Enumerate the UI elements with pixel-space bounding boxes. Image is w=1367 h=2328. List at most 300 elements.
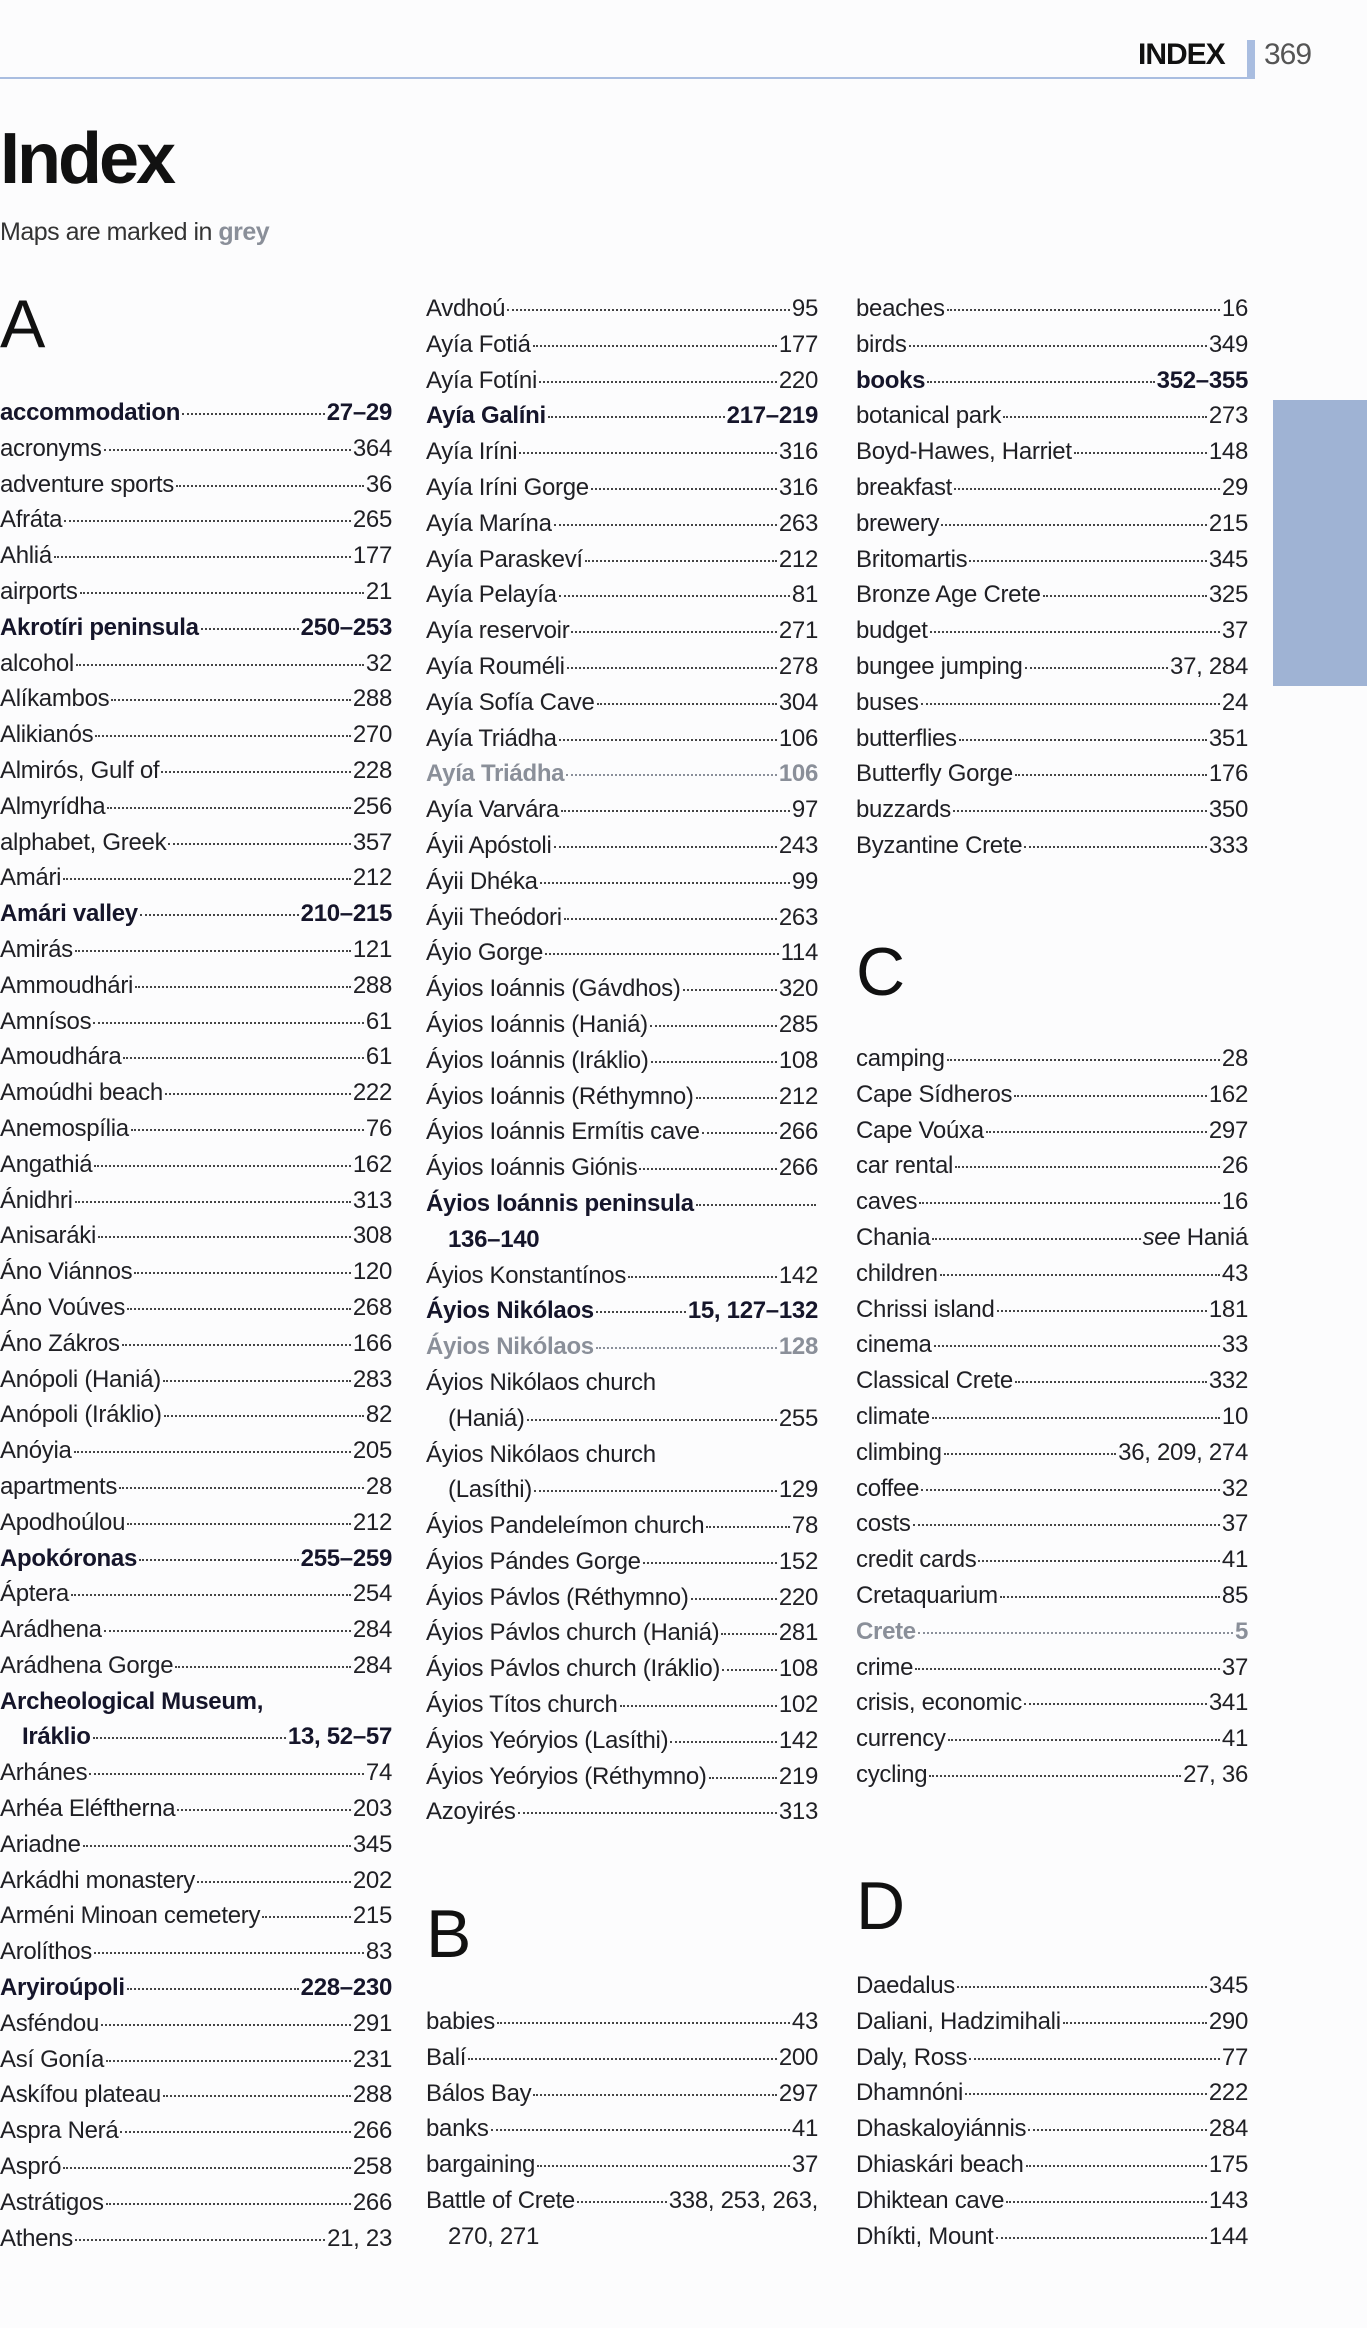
- dot-leader: [127, 1523, 351, 1525]
- index-entry-line: [426, 653, 818, 689]
- entry-term: children: [856, 1259, 938, 1287]
- entry-term: Ayía Marína: [426, 509, 552, 537]
- index-entry-line: [426, 975, 818, 1011]
- index-entry-line: [0, 900, 392, 936]
- dot-leader: [94, 1165, 350, 1167]
- index-entry-line: [856, 402, 1248, 438]
- dot-leader: [75, 2239, 325, 2241]
- index-entry-line: [0, 829, 392, 865]
- header-rule: [0, 77, 1255, 79]
- dot-leader: [559, 595, 790, 597]
- dot-leader: [955, 1166, 1220, 1168]
- entry-term: Áyios Nikólaos: [426, 1333, 594, 1361]
- index-entry-line: [426, 1405, 818, 1441]
- entry-term: buses: [856, 688, 919, 716]
- dot-leader: [954, 488, 1220, 490]
- dot-leader: [537, 2165, 790, 2167]
- entry-term: apartments: [0, 1472, 118, 1500]
- index-entry-line: [0, 399, 392, 435]
- entry-pages: 13, 52–57: [287, 1723, 392, 1751]
- dot-leader: [127, 1988, 299, 1990]
- entry-pages: 143: [1208, 2186, 1248, 2214]
- entry-pages: 291: [352, 2009, 392, 2037]
- entry-term: Arádhena Gorge: [0, 1651, 174, 1679]
- index-entry-line: [0, 757, 392, 793]
- entry-pages: 10: [1221, 1402, 1248, 1430]
- entry-term: Áyii Apóstoli: [426, 831, 552, 859]
- entry-pages: 243: [778, 831, 818, 859]
- dot-leader: [921, 1489, 1220, 1491]
- dot-leader: [1000, 1596, 1220, 1598]
- entry-pages: 37: [1221, 1510, 1248, 1538]
- dot-leader: [559, 739, 777, 741]
- index-entry-line: [0, 2225, 392, 2261]
- index-entry-line: [0, 506, 392, 542]
- entry-term: Aryiroúpoli: [0, 1974, 125, 2002]
- entry-term: Almyrídha: [0, 792, 106, 820]
- entry-term: Asféndou: [0, 2009, 100, 2037]
- entry-pages: 99: [791, 867, 818, 895]
- index-entry-line: [426, 1763, 818, 1799]
- dot-leader: [74, 1451, 351, 1453]
- entry-pages: 212: [778, 545, 818, 573]
- entry-pages: 220: [778, 366, 818, 394]
- index-entry-line: [856, 1582, 1248, 1618]
- entry-pages: 215: [352, 1902, 392, 1930]
- entry-term: buzzards: [856, 796, 951, 824]
- entry-pages: 345: [1208, 1972, 1248, 1999]
- dot-leader: [533, 2094, 776, 2096]
- dot-leader: [947, 1059, 1220, 1061]
- entry-term: Ayía Fotiá: [426, 330, 531, 358]
- dot-leader: [95, 735, 350, 737]
- entry-term: Arádhena: [0, 1616, 102, 1644]
- entry-term: Amoúdhi beach: [0, 1079, 163, 1107]
- index-entry-line: [856, 2223, 1248, 2259]
- entry-pages: 27, 36: [1183, 1760, 1248, 1788]
- entry-pages: 81: [791, 581, 818, 609]
- dot-leader: [1028, 2129, 1207, 2131]
- dot-leader: [104, 449, 351, 451]
- index-entry-line: [426, 474, 818, 510]
- dot-leader: [175, 1666, 351, 1668]
- entry-pages: 215: [1208, 509, 1248, 537]
- entry-term: Áyios Ioánnis (Iráklio): [426, 1046, 649, 1074]
- index-entry-line: [0, 864, 392, 900]
- entry-term: Aspró: [0, 2153, 62, 2181]
- header-divider: [1247, 40, 1255, 78]
- entry-term: Áyios Pávlos church (Haniá): [426, 1619, 720, 1647]
- entry-term: Anisaráki: [0, 1222, 97, 1250]
- entry-pages: 176: [1208, 760, 1248, 788]
- index-entry-line: [856, 1045, 1248, 1081]
- dot-leader: [620, 1705, 777, 1707]
- dot-leader: [104, 1630, 351, 1632]
- entry-pages: 364: [352, 434, 392, 462]
- index-entry-line: [426, 2115, 818, 2151]
- entry-pages: 114: [780, 939, 818, 967]
- dot-leader: [75, 1201, 351, 1203]
- entry-term: Crete: [856, 1617, 916, 1645]
- entry-pages: 256: [352, 792, 392, 820]
- entry-pages: 297: [1208, 1116, 1248, 1144]
- dot-leader: [691, 1598, 777, 1600]
- index-entry-line: [426, 1619, 818, 1655]
- entry-term: Ayía Pelayía: [426, 581, 557, 609]
- dot-leader: [76, 664, 364, 666]
- dot-leader: [176, 485, 364, 487]
- index-entry-line: [0, 1867, 392, 1903]
- dot-leader: [491, 2129, 790, 2131]
- dot-leader: [63, 878, 351, 880]
- index-entry-line: [0, 685, 392, 721]
- dot-leader: [161, 771, 351, 773]
- index-entry-line: [0, 1473, 392, 1509]
- index-entry-line: [0, 471, 392, 507]
- entry-term: Áyios Ioánnis peninsula: [426, 1189, 694, 1217]
- entry-term: Ayía Sofía Cave: [426, 688, 595, 716]
- entry-term: Daliani, Hadzimihali: [856, 2007, 1061, 2035]
- index-entry-line: [426, 689, 818, 725]
- index-entry-line: [0, 542, 392, 578]
- entry-pages: 97: [791, 796, 818, 824]
- entry-term: adventure sports: [0, 470, 174, 498]
- entry-term: Ahliá: [0, 542, 52, 570]
- entry-pages: 341: [1208, 1689, 1248, 1717]
- index-entry-line: [0, 2081, 392, 2117]
- index-entry-line: [856, 367, 1248, 403]
- thumb-index-tab: [1273, 400, 1367, 686]
- entry-pages: 37: [1221, 617, 1248, 645]
- entry-term: alphabet, Greek: [0, 828, 167, 856]
- index-entry-line: [856, 1367, 1248, 1403]
- entry-pages: 41: [791, 2115, 818, 2143]
- index-entry-line: [0, 1652, 392, 1688]
- dot-leader: [721, 1633, 776, 1635]
- dot-leader: [567, 667, 777, 669]
- index-entry-line: [426, 510, 818, 546]
- entry-term: Áyios Pandeleímon church: [426, 1512, 705, 1540]
- entry-pages: 152: [778, 1547, 818, 1575]
- letter-heading-c: C: [856, 934, 906, 1010]
- index-entry-line: [856, 1296, 1248, 1332]
- entry-term: Áyios Nikólaos church: [426, 1368, 656, 1396]
- index-entry-line: [426, 367, 818, 403]
- dot-leader: [986, 1131, 1207, 1133]
- dot-leader: [135, 986, 351, 988]
- index-entry-line: [0, 1759, 392, 1795]
- entry-pages: 308: [352, 1222, 392, 1250]
- index-entry-line: [856, 796, 1248, 832]
- entry-term: accommodation: [0, 399, 181, 426]
- dot-leader: [140, 914, 299, 916]
- entry-term: car rental: [856, 1152, 954, 1180]
- dot-leader: [201, 628, 299, 630]
- entry-term: Chrissi island: [856, 1295, 995, 1323]
- entry-term: airports: [0, 577, 78, 605]
- dot-leader: [1026, 2165, 1207, 2167]
- entry-pages: 263: [778, 903, 818, 931]
- index-entry-line: [426, 796, 818, 832]
- entry-term: Dhiaskári beach: [856, 2150, 1024, 2178]
- dot-leader: [468, 2058, 777, 2060]
- entry-pages: 166: [352, 1329, 392, 1357]
- dot-leader: [959, 739, 1207, 741]
- entry-term: Dhíkti, Mount: [856, 2222, 994, 2250]
- entry-pages: 106: [778, 724, 818, 752]
- entry-term: Amirás: [0, 935, 73, 963]
- entry-pages: 222: [1208, 2079, 1248, 2107]
- index-entry-line: [0, 2117, 392, 2153]
- entry-pages: 120: [352, 1258, 392, 1286]
- entry-pages: 15, 127–132: [687, 1297, 818, 1325]
- index-entry-line: [0, 1938, 392, 1974]
- dot-leader: [518, 1812, 777, 1814]
- dot-leader: [120, 2131, 350, 2133]
- entry-pages: 128: [778, 1333, 818, 1361]
- index-entry-line: [426, 2151, 818, 2187]
- index-entry-line: [856, 331, 1248, 367]
- entry-term: Áptera: [0, 1580, 69, 1608]
- index-entry-line: [426, 2080, 818, 2116]
- dot-leader: [1024, 846, 1207, 848]
- index-entry-line: [0, 1437, 392, 1473]
- index-entry-line: [426, 581, 818, 617]
- entry-pages: 203: [352, 1795, 392, 1823]
- entry-pages: 41: [1221, 1546, 1248, 1574]
- index-entry-line: [426, 546, 818, 582]
- entry-term: Angathiá: [0, 1150, 93, 1178]
- entry-term: cinema: [856, 1331, 932, 1359]
- entry-pages: 5: [1234, 1617, 1248, 1645]
- dot-leader: [539, 381, 777, 383]
- entry-pages: 177: [352, 542, 392, 570]
- entry-term: Butterfly Gorge: [856, 760, 1013, 788]
- index-entry-line: [426, 438, 818, 474]
- entry-pages: 177: [778, 330, 818, 358]
- entry-term: Daly, Ross: [856, 2043, 968, 2071]
- index-entry-line: [0, 1831, 392, 1867]
- entry-pages: 162: [1208, 1080, 1248, 1108]
- entry-term: Ayía Varvára: [426, 796, 559, 824]
- index-entry-line: [0, 1151, 392, 1187]
- index-entry-line: [426, 1118, 818, 1154]
- subtitle: [0, 218, 269, 247]
- dot-leader: [63, 2167, 351, 2169]
- index-entry-line: [0, 1401, 392, 1437]
- entry-term: Avdhoú: [426, 295, 506, 322]
- entry-term: crime: [856, 1653, 914, 1681]
- entry-pages: 28: [365, 1472, 392, 1500]
- entry-pages: 21, 23: [327, 2224, 392, 2252]
- dot-leader: [134, 1272, 350, 1274]
- index-entry-line: [856, 2008, 1248, 2044]
- index-entry-line: [856, 2151, 1248, 2187]
- entry-pages: 351: [1208, 724, 1248, 752]
- entry-term: Balí: [426, 2043, 467, 2071]
- index-entry-line: [0, 1723, 392, 1759]
- entry-pages: 285: [778, 1010, 818, 1038]
- entry-term: Boyd-Hawes, Harriet: [856, 438, 1072, 466]
- entry-term: botanical park: [856, 402, 1002, 430]
- entry-term: Cape Sídheros: [856, 1080, 1013, 1108]
- entry-term: Arkádhi monastery: [0, 1866, 195, 1894]
- dot-leader: [64, 520, 351, 522]
- entry-term: Afráta: [0, 506, 63, 534]
- entry-term: Áyios Ioánnis (Gávdhos): [426, 975, 681, 1003]
- index-column-2-b: [426, 2008, 818, 2259]
- dot-leader: [163, 1380, 351, 1382]
- index-entry-line: [426, 1047, 818, 1083]
- dot-leader: [119, 1487, 364, 1489]
- index-entry-line: [856, 2115, 1248, 2151]
- index-entry-line: [0, 2046, 392, 2082]
- entry-pages: 338, 253, 263,: [668, 2186, 818, 2214]
- index-entry-line: [856, 1618, 1248, 1654]
- entry-pages: 28: [1221, 1045, 1248, 1072]
- index-entry-line: [0, 1902, 392, 1938]
- index-entry-line: [426, 1548, 818, 1584]
- see-reference: see: [1142, 1223, 1181, 1251]
- dot-leader: [913, 1524, 1220, 1526]
- entry-pages: 95: [791, 295, 818, 322]
- entry-pages: 37, 284: [1170, 652, 1248, 680]
- entry-term: Anópoli (Iráklio): [0, 1401, 162, 1429]
- dot-leader: [932, 1238, 1140, 1240]
- index-entry-line: [426, 832, 818, 868]
- index-entry-line: [0, 1043, 392, 1079]
- index-entry-line: [856, 1188, 1248, 1224]
- dot-leader: [1015, 1381, 1207, 1383]
- entry-pages: 85: [1221, 1581, 1248, 1609]
- dot-leader: [566, 774, 777, 776]
- dot-leader: [54, 556, 351, 558]
- index-entry-line: [426, 1011, 818, 1047]
- entry-pages: 106: [778, 760, 818, 788]
- entry-pages: 228–230: [300, 1974, 392, 2002]
- entry-pages: 219: [778, 1762, 818, 1790]
- index-entry-line: [0, 1008, 392, 1044]
- dot-leader: [131, 1129, 364, 1131]
- entry-term: Áyios Yeóryios (Lasíthi): [426, 1726, 669, 1754]
- index-entry-line: [0, 2153, 392, 2189]
- entry-pages: 144: [1208, 2222, 1248, 2250]
- entry-pages: 33: [1221, 1331, 1248, 1359]
- index-entry-line: [856, 1331, 1248, 1367]
- entry-term: Amári: [0, 864, 62, 892]
- entry-pages: 121: [352, 935, 392, 963]
- entry-term: Battle of Crete: [426, 2186, 575, 2214]
- letter-heading-d: D: [856, 1868, 906, 1944]
- index-entry-line: [856, 581, 1248, 617]
- index-entry-line: [856, 1761, 1248, 1797]
- dot-leader: [554, 846, 777, 848]
- entry-pages: 284: [352, 1616, 392, 1644]
- entry-pages: 266: [778, 1118, 818, 1146]
- entry-term: Ánidhri: [0, 1186, 73, 1214]
- entry-pages: 162: [352, 1150, 392, 1178]
- dot-leader: [709, 1777, 777, 1779]
- entry-pages: 284: [352, 1651, 392, 1679]
- dot-leader: [918, 1632, 1233, 1634]
- dot-leader: [497, 2022, 790, 2024]
- entry-term: Ayía Triádha: [426, 724, 557, 752]
- entry-term: Amári valley: [0, 900, 138, 928]
- index-entry-line: [856, 653, 1248, 689]
- entry-pages: 316: [778, 438, 818, 466]
- entry-term: banks: [426, 2115, 489, 2143]
- index-entry-line: [426, 1798, 818, 1834]
- entry-pages: 263: [778, 509, 818, 537]
- entry-pages: 205: [352, 1437, 392, 1465]
- index-entry-line: [856, 1081, 1248, 1117]
- entry-term: Apokóronas: [0, 1544, 138, 1572]
- entry-pages: 278: [778, 652, 818, 680]
- index-entry-line: [856, 760, 1248, 796]
- dot-leader: [596, 1347, 777, 1349]
- index-entry-line: [426, 725, 818, 761]
- index-entry-line: [856, 510, 1248, 546]
- entry-pages-continued: 270, 271: [448, 2222, 540, 2250]
- dot-leader: [909, 345, 1207, 347]
- entry-term: Apodhoúlou: [0, 1508, 126, 1536]
- entry-term: Áyios Konstantínos: [426, 1261, 627, 1289]
- dot-leader: [706, 1526, 790, 1528]
- entry-pages: 32: [1221, 1474, 1248, 1502]
- dot-leader: [978, 1560, 1219, 1562]
- index-entry-line: [426, 295, 818, 331]
- dot-leader: [89, 1773, 364, 1775]
- index-entry-line: [856, 2044, 1248, 2080]
- dot-leader: [139, 1559, 299, 1561]
- dot-leader: [969, 2058, 1220, 2060]
- entry-term: Bálos Bay: [426, 2079, 532, 2107]
- page-number: 369: [1264, 38, 1312, 71]
- dot-leader: [101, 2024, 351, 2026]
- dot-leader: [650, 1025, 777, 1027]
- entry-pages: 142: [778, 1261, 818, 1289]
- index-entry-line: [426, 402, 818, 438]
- entry-pages: 316: [778, 473, 818, 501]
- entry-term-continued: (Lasíthi): [448, 1476, 532, 1504]
- entry-term: budget: [856, 617, 928, 645]
- entry-term: Áyios Pándes Gorge: [426, 1547, 641, 1575]
- entry-term: Áyios Nikólaos church: [426, 1440, 656, 1468]
- index-entry-line: [426, 1297, 818, 1333]
- index-entry-line: [856, 1260, 1248, 1296]
- index-entry-line: [0, 1222, 392, 1258]
- entry-pages: 222: [352, 1079, 392, 1107]
- dot-leader: [164, 1415, 364, 1417]
- entry-pages: 61: [365, 1043, 392, 1071]
- dot-leader: [683, 989, 777, 991]
- entry-pages: 313: [352, 1186, 392, 1214]
- dot-leader: [947, 309, 1220, 311]
- entry-pages: 27–29: [326, 399, 392, 426]
- entry-pages: 175: [1208, 2150, 1248, 2178]
- index-entry-line: [426, 939, 818, 975]
- dot-leader: [996, 2237, 1207, 2239]
- index-entry-line: [0, 1616, 392, 1652]
- index-entry-line: [856, 1439, 1248, 1475]
- entry-pages: 129: [778, 1476, 818, 1504]
- dot-leader: [597, 703, 777, 705]
- entry-term: Amoudhára: [0, 1043, 122, 1071]
- entry-term: Áyios Ioánnis Ermítis cave: [426, 1118, 700, 1146]
- index-entry-line: [856, 2079, 1248, 2115]
- entry-term: alcohol: [0, 649, 74, 677]
- dot-leader: [182, 413, 325, 415]
